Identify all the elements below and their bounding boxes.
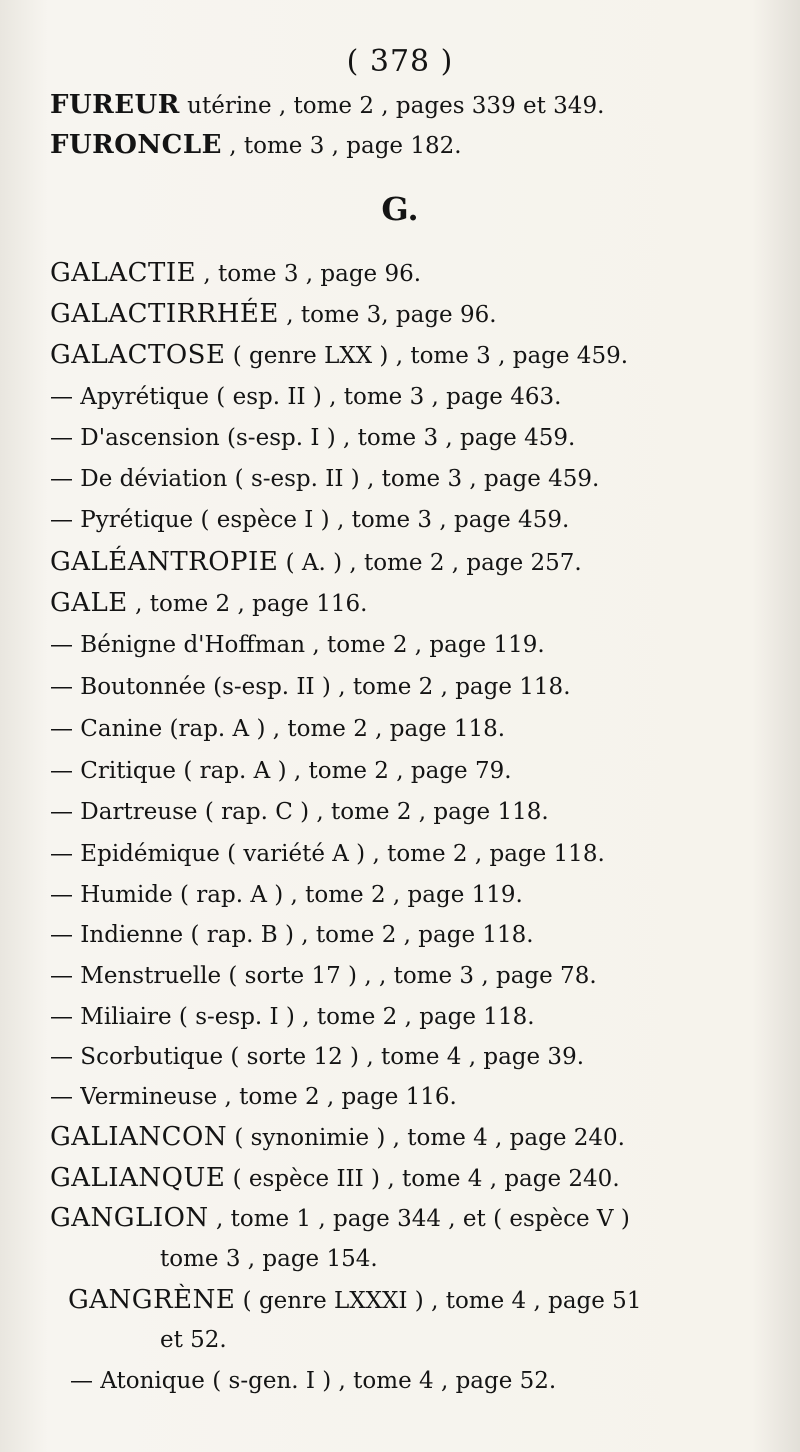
entry-term: — Boutonnée xyxy=(50,674,206,700)
entry-term: FURONCLE xyxy=(50,130,222,160)
entry-term: — Canine xyxy=(50,716,163,742)
index-entry xyxy=(68,1285,800,1316)
entry-reference: , tome 2 , page 116. xyxy=(217,1084,457,1110)
index-entry-furoncle xyxy=(50,130,785,161)
entry-term: GALACTOSE xyxy=(50,340,226,370)
index-entry xyxy=(50,1122,785,1153)
entry-term: GALIANQUE xyxy=(50,1163,226,1193)
entry-term: GALÉANTROPIE xyxy=(50,547,279,577)
index-subentry xyxy=(50,797,785,827)
entry-reference: ( sorte 17 ) , , tome 3 , page 78. xyxy=(221,963,597,989)
entry-reference: , tome 3, page 96. xyxy=(278,302,497,328)
entry-reference: , tome 2 , page 116. xyxy=(127,591,368,617)
index-subentry xyxy=(50,1002,785,1032)
index-entry-fureur xyxy=(50,90,785,121)
entry-reference: ( rap. A ) , tome 2 , page 119. xyxy=(172,882,523,908)
entry-term: — Humide xyxy=(50,882,173,908)
index-entry xyxy=(50,547,785,578)
entry-reference: , tome 1 , page 344 , et ( espèce V ) xyxy=(208,1206,630,1232)
index-subentry xyxy=(50,920,785,950)
index-subentry xyxy=(50,630,785,660)
entry-term: GALE xyxy=(50,588,128,618)
entry-reference: ( A. ) , tome 2 , page 257. xyxy=(278,550,582,576)
entry-reference: ( rap. A ) , tome 2 , page 79. xyxy=(176,758,512,784)
entry-reference: ( espèce III ) , tome 4 , page 240. xyxy=(225,1166,620,1192)
index-subentry xyxy=(50,1042,785,1072)
entry-reference: (s-esp. II ) , tome 2 , page 118. xyxy=(205,674,571,700)
entry-term: — D'ascension xyxy=(50,425,220,451)
index-subentry xyxy=(50,505,785,535)
index-entry xyxy=(50,588,785,619)
index-entry xyxy=(50,299,785,330)
index-subentry xyxy=(50,1082,785,1112)
entry-reference: , tome 2 , page 119. xyxy=(305,632,545,658)
entry-term: — Pyrétique xyxy=(50,507,194,533)
index-subentry xyxy=(50,464,785,494)
entry-reference: ( s-esp. I ) , tome 2 , page 118. xyxy=(171,1004,535,1030)
entry-term: — Miliaire xyxy=(50,1004,172,1030)
entry-reference: ( variété A ) , tome 2 , page 118. xyxy=(219,841,605,867)
index-entry xyxy=(50,1163,785,1194)
entry-reference: ( esp. II ) , tome 3 , page 463. xyxy=(209,384,562,410)
index-subentry xyxy=(50,756,785,786)
index-subentry xyxy=(50,382,785,412)
page-number: ( 378 ) xyxy=(346,44,454,79)
section-letter: G. xyxy=(381,190,419,228)
entry-reference: ( genre LXXXI ) , tome 4 , page 51 xyxy=(235,1288,642,1314)
index-subentry xyxy=(50,961,785,991)
entry-term: GALACTIE xyxy=(50,258,197,288)
entry-reference: ( espèce I ) , tome 3 , page 459. xyxy=(193,507,570,533)
entry-term: GANGLION xyxy=(50,1203,209,1233)
index-entry xyxy=(50,258,785,289)
entry-term: — Atonique xyxy=(70,1368,205,1394)
entry-reference: , tome 3 , page 182. xyxy=(221,133,462,159)
entry-term: — Dartreuse xyxy=(50,799,198,825)
entry-reference: (rap. A ) , tome 2 , page 118. xyxy=(162,716,506,742)
entry-reference: ( s-gen. I ) , tome 4 , page 52. xyxy=(204,1368,557,1394)
index-subentry xyxy=(50,672,785,702)
entry-reference: utérine , tome 2 , pages 339 et 349. xyxy=(179,93,605,119)
index-subentry xyxy=(70,1366,800,1396)
entry-reference: ( s-esp. II ) , tome 3 , page 459. xyxy=(227,466,600,492)
entry-term: — Scorbutique xyxy=(50,1044,224,1070)
entry-term: — Bénigne d'Hoffman xyxy=(50,632,306,658)
entry-term: GALIANCON xyxy=(50,1122,228,1152)
entry-term: — Epidémique xyxy=(50,841,220,867)
index-entry xyxy=(50,340,785,371)
index-entry-continuation: et 52. xyxy=(160,1327,227,1353)
entry-reference: ( sorte 12 ) , tome 4 , page 39. xyxy=(223,1044,585,1070)
entry-reference: , tome 3 , page 96. xyxy=(196,261,422,287)
index-subentry xyxy=(50,839,785,869)
index-entry xyxy=(50,1203,785,1234)
entry-reference: ( rap. C ) , tome 2 , page 118. xyxy=(197,799,549,825)
entry-term: — Indienne xyxy=(50,922,184,948)
index-subentry xyxy=(50,714,785,744)
index-entry-continuation: tome 3 , page 154. xyxy=(160,1246,378,1272)
entry-term: — Critique xyxy=(50,758,177,784)
entry-reference: ( genre LXX ) , tome 3 , page 459. xyxy=(225,343,629,369)
entry-term: FUREUR xyxy=(50,90,180,120)
entry-term: — Menstruelle xyxy=(50,963,222,989)
entry-term: — Apyrétique xyxy=(50,384,209,410)
entry-reference: ( rap. B ) , tome 2 , page 118. xyxy=(183,922,534,948)
entry-reference: (s-esp. I ) , tome 3 , page 459. xyxy=(219,425,576,451)
entry-term: GALACTIRRHÉE xyxy=(50,299,279,329)
index-subentry xyxy=(50,423,785,453)
index-subentry xyxy=(50,880,785,910)
entry-term: GANGRÈNE xyxy=(68,1285,236,1315)
entry-term: — Vermineuse xyxy=(50,1084,218,1110)
entry-reference: ( synonimie ) , tome 4 , page 240. xyxy=(227,1125,625,1151)
entry-term: — De déviation xyxy=(50,466,228,492)
